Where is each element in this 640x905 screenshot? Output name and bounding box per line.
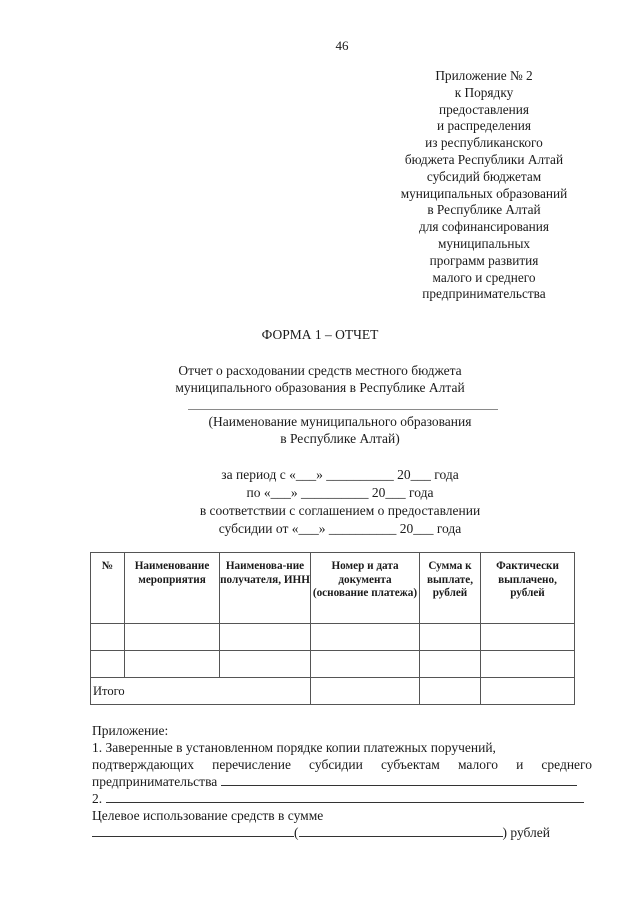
- attachment-item-2-number: 2.: [92, 791, 103, 806]
- appendix-line: и распределения: [437, 118, 531, 134]
- caption-line: в Республике Алтай): [280, 431, 400, 446]
- column-header-amount-paid: Фактически выплачено, рублей: [481, 553, 575, 624]
- municipality-name-blank[interactable]: [188, 409, 498, 410]
- attachment-item-1-last-line: [92, 773, 592, 790]
- table-cell[interactable]: [91, 624, 125, 651]
- total-cell[interactable]: [311, 678, 420, 705]
- table-row: [91, 651, 575, 678]
- table-cell[interactable]: [481, 624, 575, 651]
- appendix-line: муниципальных образований: [400, 185, 568, 201]
- table-cell[interactable]: [311, 624, 420, 651]
- column-header-number: №: [91, 553, 125, 624]
- appendix-line: субсидий бюджетам: [426, 168, 542, 184]
- reporting-period: [0, 466, 640, 538]
- appendix-line: предпринимательства: [422, 286, 546, 302]
- amount-open-paren: (: [294, 825, 299, 840]
- caption-line: (Наименование муниципального образования: [208, 414, 472, 429]
- amount-words-blank[interactable]: [299, 824, 503, 837]
- table-cell[interactable]: [420, 651, 481, 678]
- appendix-line: Приложение № 2: [435, 68, 533, 83]
- table-cell[interactable]: [91, 651, 125, 678]
- column-header-document: Номер и дата документа (основание платежа): [311, 553, 420, 624]
- purpose-amount-line: [92, 824, 592, 841]
- appendix-line: в Республике Алтай: [427, 202, 541, 218]
- subsidy-date-line: субсидии от «___» __________ 20___ года: [218, 521, 462, 536]
- total-cell[interactable]: [420, 678, 481, 705]
- report-title: [0, 362, 640, 396]
- appendix-line: малого и среднего: [432, 269, 536, 285]
- table-cell[interactable]: [481, 651, 575, 678]
- total-label: Итого: [91, 678, 311, 705]
- period-to-line: по «___» __________ 20___ года: [246, 485, 434, 500]
- appendix-line: из республиканского: [425, 135, 543, 151]
- appendix-header: [370, 68, 598, 303]
- attachment-item-1-line: подтверждающих перечисление субсидии субъектам малого и среднего: [92, 757, 592, 772]
- column-header-recipient: Наименова-ние получателя, ИНН: [220, 553, 311, 624]
- attachment-item-1-blank[interactable]: [221, 773, 577, 786]
- table-cell[interactable]: [125, 651, 220, 678]
- table-cell[interactable]: [420, 624, 481, 651]
- purpose-label: Целевое использование средств в сумме: [92, 808, 324, 823]
- form-title: ФОРМА 1 – ОТЧЕТ: [261, 327, 379, 342]
- total-cell[interactable]: [481, 678, 575, 705]
- table-total-row: [91, 678, 575, 705]
- attachments-section: [92, 722, 592, 841]
- page-number: 46: [335, 38, 349, 53]
- agreement-line: в соответствии с соглашением о предоставлении: [199, 503, 481, 518]
- column-header-activity: Наименование мероприятия: [125, 553, 220, 624]
- amount-digits-blank[interactable]: [92, 824, 294, 837]
- appendix-line: муниципальных: [437, 235, 531, 251]
- table-cell[interactable]: [311, 651, 420, 678]
- expenditure-report-table: [90, 552, 575, 705]
- appendix-line: предоставления: [438, 101, 529, 117]
- table-cell[interactable]: [220, 624, 311, 651]
- attachment-item-2: [92, 790, 592, 807]
- municipality-name-caption: [0, 413, 640, 447]
- table-row: [91, 624, 575, 651]
- amount-suffix: ) рублей: [502, 825, 551, 840]
- report-title-line: Отчет о расходовании средств местного бюджета: [178, 363, 462, 378]
- appendix-line: для софинансирования: [419, 219, 549, 235]
- table-cell[interactable]: [220, 651, 311, 678]
- attachment-item-1-text: предпринимательства: [92, 774, 218, 789]
- period-from-line: за период с «___» __________ 20___ года: [221, 467, 459, 482]
- table-header-row: [91, 553, 575, 624]
- appendix-line: к Порядку: [454, 84, 514, 100]
- appendix-line: бюджета Республики Алтай: [404, 151, 564, 167]
- appendix-line: программ развития: [429, 252, 539, 268]
- column-header-amount-due: Сумма к выплате, рублей: [420, 553, 481, 624]
- attachment-item-1-line: 1. Заверенные в установленном порядке копии платежных поручений,: [92, 740, 496, 755]
- attachments-heading: Приложение:: [92, 723, 169, 738]
- report-title-line: муниципального образования в Республике Алтай: [175, 380, 465, 395]
- attachment-item-2-blank[interactable]: [106, 790, 584, 803]
- table-cell[interactable]: [125, 624, 220, 651]
